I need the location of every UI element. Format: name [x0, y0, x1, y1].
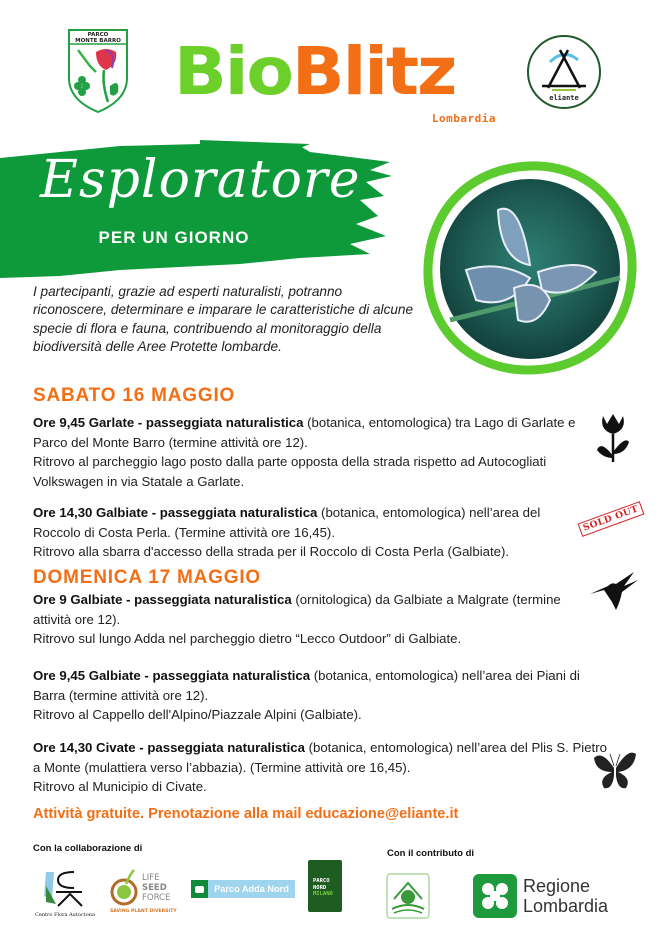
bioblitz-subtitle: Lombardia	[431, 112, 496, 125]
regione-lombardia-text: Regione Lombardia	[523, 876, 609, 916]
event-details: (ornitologica) da Galbiate a Malgrate (termine attività ore 12).	[33, 592, 561, 627]
event-meeting: Ritrovo al Municipio di Civate.	[33, 779, 207, 794]
sistema-parchi-logo	[386, 873, 430, 919]
parco-nord-milano-logo: PARCO NORD MILANO	[308, 860, 342, 912]
intro-text: I partecipanti, grazie ad esperti naturalisti, potranno riconoscere, determinare e imparare le caratteristiche di alcune specie di flora e fauna, contribuendo al monitoraggio della biodiversità delle Aree Protette lombarde.	[33, 284, 414, 355]
banner-subtitle: PER UN GIORNO	[98, 228, 250, 247]
booking-info: Attività gratuite. Prenotazione alla mail educazione@eliante.it	[33, 806, 459, 822]
svg-text:Centro Flora Autoctona: Centro Flora Autoctona	[35, 912, 95, 918]
contribution-label: Con il contributo di	[387, 848, 475, 859]
event-title: Ore 14,30 Civate - passeggiata naturalistica	[33, 740, 305, 755]
parco-monte-barro-logo	[66, 28, 130, 114]
butterfly-icon	[592, 748, 638, 792]
sold-out-badge: SOLD OUT	[578, 501, 645, 537]
event-title: Ore 9 Galbiate - passeggiata naturalistica	[33, 592, 292, 607]
event-item	[33, 738, 608, 797]
event-title: Ore 9,45 Garlate - passeggiata naturalistica	[33, 415, 304, 430]
svg-text:LIFE: LIFE	[142, 873, 160, 883]
hummingbird-icon	[590, 572, 640, 612]
event-meeting: Ritrovo al Cappello dell'Alpino/Piazzale Alpini (Galbiate).	[33, 707, 362, 722]
regione-lombardia-mark	[473, 874, 517, 918]
event-details: (botanica, entomologica) nell’area del Plis S. Pietro a Monte (mulattiera verso l’abbazia). (Termine attività ore 16,45).	[33, 740, 607, 775]
event-item	[33, 590, 598, 649]
parco-adda-nord-logo: Parco Adda Nord	[191, 880, 295, 898]
centro-flora-autoctona-logo	[34, 866, 96, 918]
lombardia-cross-icon	[473, 874, 517, 918]
banner-title: Esploratore	[40, 150, 361, 210]
svg-text:eliante: eliante	[549, 94, 579, 102]
butterfly-photo	[420, 160, 640, 375]
day-heading-sunday: DOMENICA 17 MAGGIO	[33, 567, 261, 588]
svg-text:SEED: SEED	[142, 883, 167, 893]
svg-text:SAVING PLANT DIVERSITY: SAVING PLANT DIVERSITY	[110, 909, 177, 914]
svg-text:MONTE BARRO: MONTE BARRO	[75, 38, 121, 44]
svg-text:FORCE: FORCE	[142, 893, 171, 903]
event-item	[33, 666, 608, 725]
svg-text:PARCO: PARCO	[87, 32, 109, 38]
tulip-icon	[595, 412, 631, 464]
event-title: Ore 14,30 Galbiate - passeggiata naturalistica	[33, 505, 318, 520]
bioblitz-title: BioBlitz	[174, 33, 456, 110]
eliante-logo	[526, 34, 602, 110]
parco-adda-nord-mark	[191, 880, 208, 898]
event-title: Ore 9,45 Galbiate - passeggiata naturalistica	[33, 668, 311, 683]
event-details: (botanica, entomologica) nell’area dei Piani di Barra (termine attività ore 12).	[33, 668, 580, 703]
event-item	[33, 503, 583, 562]
event-meeting: Ritrovo al parcheggio lago posto dalla parte opposta della strada rispetto ad Autocogliati Volkswagen in via Statale a Garlate.	[33, 454, 547, 489]
event-details: (botanica, entomologica) nell’area del Roccolo di Costa Perla. (Termine attività ore 16,45).	[33, 505, 541, 540]
bioblitz-logo	[174, 33, 504, 128]
event-details: (botanica, entomologica) tra Lago di Garlate e Parco del Monte Barro (termine attività ore 12).	[33, 415, 576, 450]
life-seed-force-logo	[108, 866, 183, 916]
event-item	[33, 413, 593, 491]
day-heading-saturday: SABATO 16 MAGGIO	[33, 385, 236, 406]
event-meeting: Ritrovo alla sbarra d'accesso della strada per il Roccolo di Costa Perla (Galbiate).	[33, 544, 510, 559]
collaboration-label: Con la collaborazione di	[33, 843, 143, 854]
event-meeting: Ritrovo sul lungo Adda nel parcheggio dietro “Lecco Outdoor” di Galbiate.	[33, 631, 462, 646]
